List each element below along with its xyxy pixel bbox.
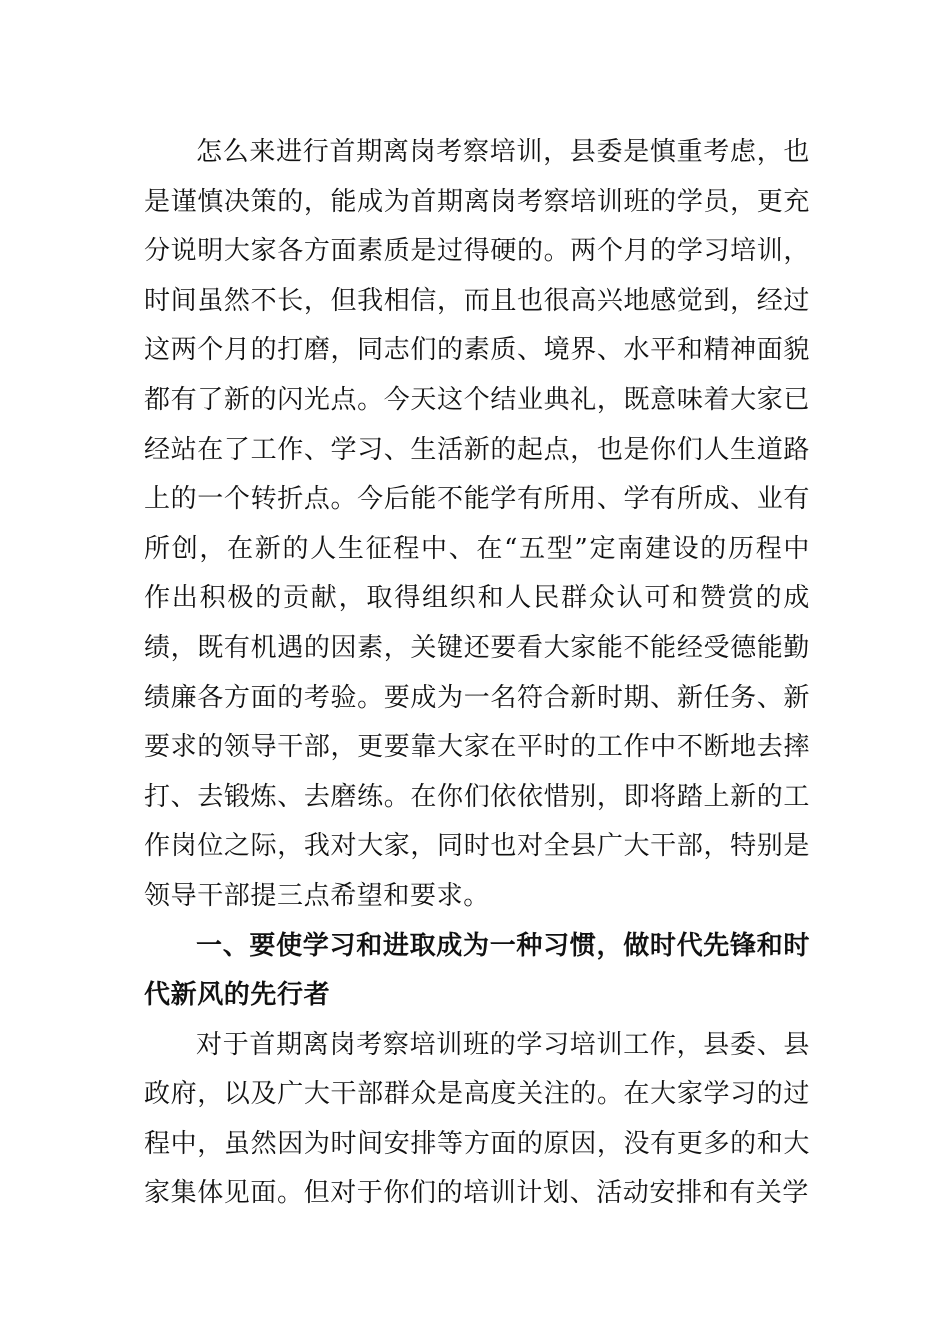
document-body bbox=[144, 128, 810, 1219]
section-heading-1: 一、要使学习和进取成为一种习惯，做时代先锋和时代新风的先行者 bbox=[144, 930, 810, 1011]
body-paragraph-section-1: 对于首期离岗考察培训班的学习培训工作，县委、县政府，以及广大干部群众是高度关注的。在大家学习的过程中，虽然因为时间安排等方面的原因，没有更多的和大家集体见面。但对于你们的培训计划、活动安排和有关学 bbox=[144, 1029, 810, 1209]
body-paragraph-intro: 怎么来进行首期离岗考察培训，县委是慎重考虑，也是谨慎决策的，能成为首期离岗考察培训班的学员，更充分说明大家各方面素质是过得硬的。两个月的学习培训，时间虽然不长，但我相信，而且也很高兴地感觉到，经过这两个月的打磨，同志们的素质、境界、水平和精神面貌都有了新的闪光点。今天这个结业典礼，既意味着大家已经站在了工作、学习、生活新的起点，也是你们人生道路上的一个转折点。今后能不能学有所用、学有所成、业有所创，在新的人生征程中、在“五型”定南建设的历程中作出积极的贡献，取得组织和人民群众认可和赞赏的成绩，既有机遇的因素，关键还要看大家能不能经受德能勤绩廉各方面的考验。要成为一名符合新时期、新任务、新要求的领导干部，更要靠大家在平时的工作中不断地去摔打、去锻炼、去磨练。在你们依依惜别，即将踏上新的工作岗位之际，我对大家，同时也对全县广大干部，特别是领导干部提三点希望和要求。 bbox=[144, 137, 810, 911]
